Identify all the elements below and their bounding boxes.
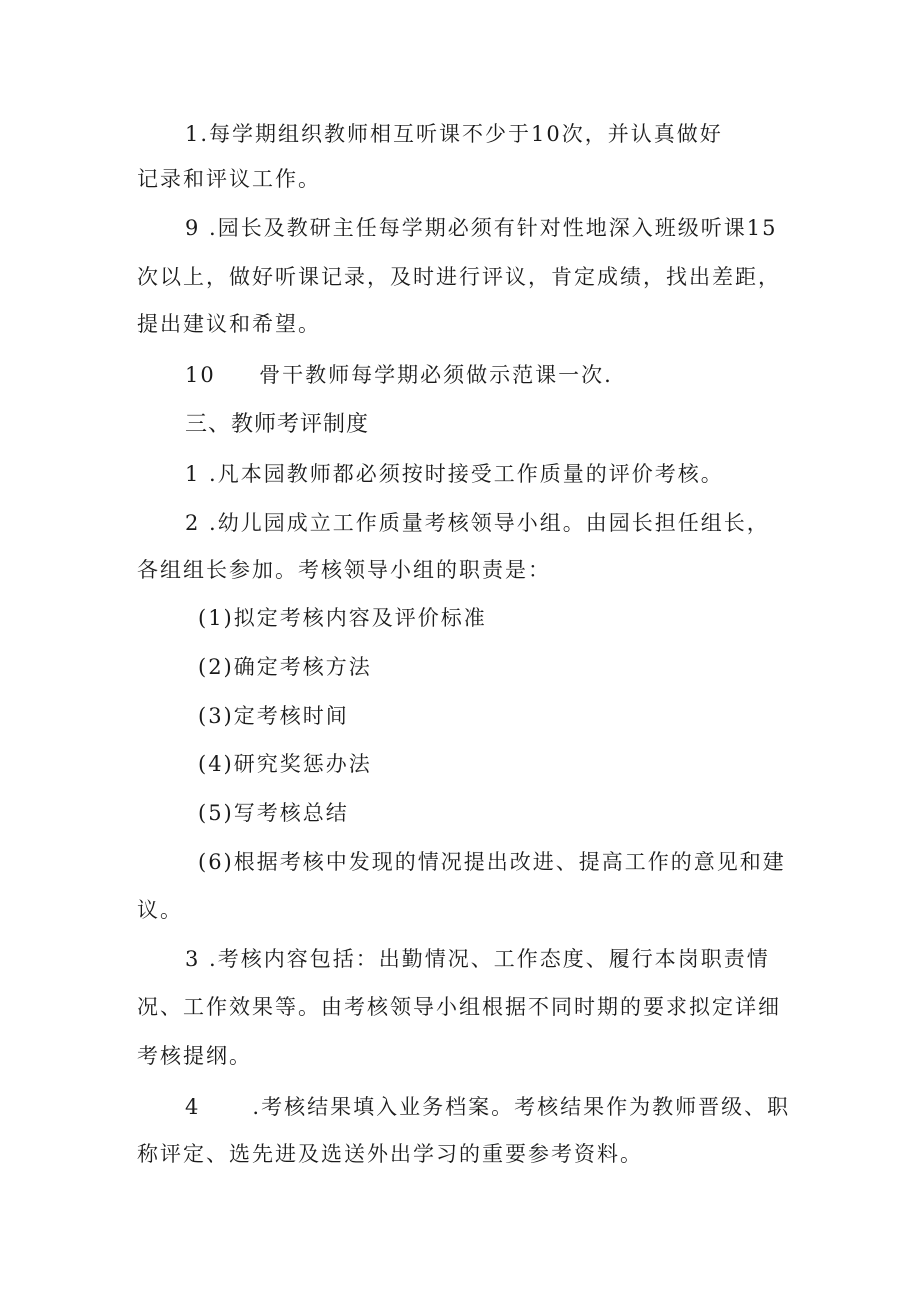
section-item-4-line-2: 称评定、选先进及选送外出学习的重要参考资料。: [137, 1142, 643, 1166]
sub-item-5: (5)写考核总结: [198, 801, 349, 825]
sub-item-2: (2)确定考核方法: [198, 655, 372, 679]
section-item-3-line-2: 况、工作效果等。由考核领导小组根据不同时期的要求拟定详细: [137, 995, 781, 1019]
sub-item-3: (3)定考核时间: [198, 704, 349, 728]
sub-item-6-line-1: (6)根据考核中发现的情况提出改进、提高工作的意见和建: [198, 850, 786, 874]
section-item-3-line-3: 考核提纲。: [137, 1044, 252, 1068]
paragraph-1-line-1: 1.每学期组织教师相互听课不少于10次，并认真做好: [185, 122, 723, 146]
paragraph-9-line-3: 提出建议和希望。: [137, 312, 321, 336]
sub-item-1: (1)拟定考核内容及评价标准: [198, 606, 487, 630]
section-item-1: 1 .凡本园教师都必须按时接受工作质量的评价考核。: [185, 462, 724, 486]
section-item-2-line-1: 2 .幼儿园成立工作质量考核领导小组。由园长担任组长，: [185, 511, 770, 535]
paragraph-1-line-2: 记录和评议工作。: [137, 167, 321, 191]
section-item-3-line-1: 3 .考核内容包括：出勤情况、工作态度、履行本岗职责情: [185, 947, 770, 971]
paragraph-9-line-1: 9 .园长及教研主任每学期必须有针对性地深入班级听课15: [185, 216, 778, 240]
section-item-2-line-2: 各组组长参加。考核领导小组的职责是：: [137, 558, 551, 582]
sub-item-4: (4)研究奖惩办法: [198, 752, 372, 776]
paragraph-10-line-1: 10 骨干教师每学期必须做示范课一次.: [185, 363, 613, 387]
section-heading: 三、教师考评制度: [185, 412, 370, 437]
paragraph-9-line-2: 次以上，做好听课记录，及时进行评议，肯定成绩，找出差距，: [137, 265, 781, 289]
sub-item-6-line-2: 议。: [137, 898, 183, 922]
section-item-4-line-1: 4 .考核结果填入业务档案。考核结果作为教师晋级、职: [185, 1095, 791, 1119]
